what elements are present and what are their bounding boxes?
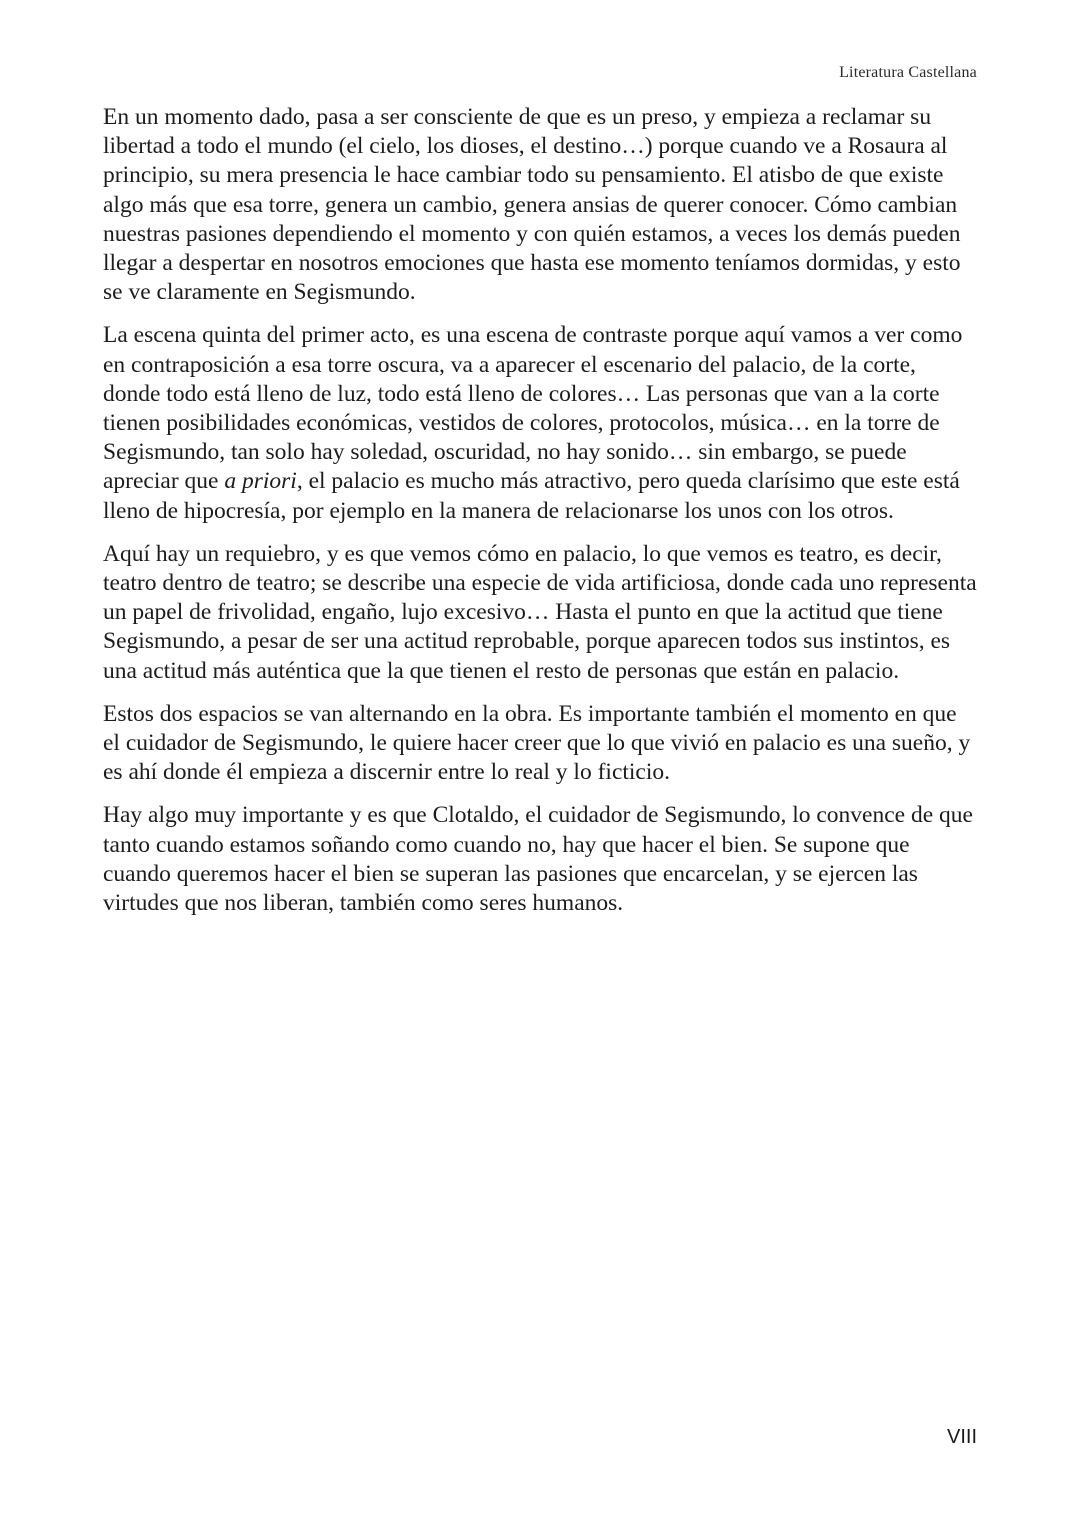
paragraph-1: En un momento dado, pasa a ser consciente de que es un preso, y empieza a reclamar su libertad a todo el mundo (el cielo, los dioses, el destino…) porque cuando ve a Rosaura al principio, su mera presencia le hace cambiar todo su pensamiento. El atisbo de que existe algo más que esa torre, genera un cambio, genera ansias de querer conocer. Cómo cambian nuestras pasiones dependiendo el momento y con quién estamos, a veces los demás pueden llegar a despertar en nosotros emociones que hasta ese momento teníamos dormidas, y esto se ve claramente en Segismundo. xyxy=(103,104,961,306)
page-number: VIII xyxy=(946,1426,977,1448)
paragraph-5: Hay algo muy importante y es que Clotaldo, el cuidador de Segismundo, lo convence de que tanto cuando estamos soñando como cuando no, hay que hacer el bien. Se supone que cuando queremos hacer el bien se superan las pasiones que encarcelan, y se ejercen las virtudes que nos liberan, también como seres humanos. xyxy=(103,802,973,917)
emphasis-a-priori: a priori xyxy=(224,468,297,495)
paragraph-2-before: La escena quinta del primer acto, es una escena de contraste porque aquí vamos a ver como en contraposición a esa torre oscura, va a aparecer el escenario del palacio, de la corte, donde todo está lleno de luz, todo está lleno de colores… Las personas que van a la corte tienen posibilidades económicas, vestidos de colores, protocolos, música… en la torre de Segismundo, tan solo hay soledad, oscuridad, no hay sonido… sin embargo, se puede apreciar que xyxy=(103,322,963,495)
running-header: Literatura Castellana xyxy=(839,64,977,81)
paragraph-2-after: , el palacio es mucho más atractivo, pero queda clarísimo que este está lleno de hipocresía, por ejemplo en la manera de relacionarse los unos con los otros. xyxy=(103,468,960,524)
paragraph-2 xyxy=(103,321,979,525)
paragraph-3: Aquí hay un requiebro, y es que vemos cómo en palacio, lo que vemos es teatro, es decir, teatro dentro de teatro; se describe una especie de vida artificiosa, donde cada uno representa un papel de frivolidad, engaño, lujo excesivo… Hasta el punto en que la actitud que tiene Segismundo, a pesar de ser una actitud reprobable, porque aparecen todos sus instintos, es una actitud más auténtica que la que tienen el resto de personas que están en palacio. xyxy=(103,540,977,684)
document-body xyxy=(103,103,979,932)
paragraph-4: Estos dos espacios se van alternando en la obra. Es importante también el momento en que el cuidador de Segismundo, le quiere hacer creer que lo que vivió en palacio es una sueño, y es ahí donde él empieza a discernir entre lo real y lo ficticio. xyxy=(103,700,971,786)
